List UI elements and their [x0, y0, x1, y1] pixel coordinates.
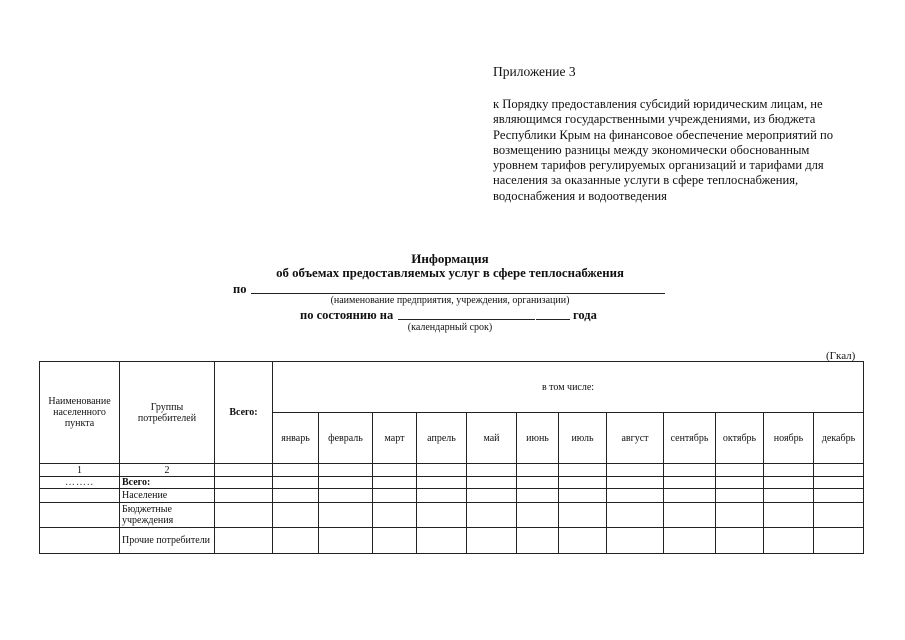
empty-cell — [559, 464, 607, 477]
header-total: Всего: — [215, 362, 273, 464]
empty-cell — [417, 489, 467, 503]
year-blank-line — [536, 319, 570, 320]
empty-cell — [814, 489, 864, 503]
empty-cell — [716, 464, 764, 477]
header-month: июль — [559, 413, 607, 464]
empty-cell — [273, 528, 319, 554]
organization-caption: (наименование предприятия, учреждения, организации) — [330, 295, 570, 306]
date-blank-line — [398, 319, 535, 320]
empty-cell — [814, 503, 864, 528]
table-row — [40, 489, 864, 503]
header-month: январь — [273, 413, 319, 464]
empty-cell — [319, 489, 373, 503]
index-row — [40, 464, 864, 477]
empty-cell — [467, 503, 517, 528]
appendix-title: Приложение 3 — [493, 64, 576, 79]
empty-cell — [373, 528, 417, 554]
empty-cell — [417, 477, 467, 489]
empty-cell — [319, 528, 373, 554]
header-settlement: Наименование населенного пункта — [40, 362, 120, 464]
header-month: август — [607, 413, 664, 464]
empty-cell — [517, 528, 559, 554]
empty-cell — [417, 464, 467, 477]
empty-cell — [607, 489, 664, 503]
empty-cell — [273, 503, 319, 528]
header-month: октябрь — [716, 413, 764, 464]
empty-cell — [607, 477, 664, 489]
empty-cell — [716, 528, 764, 554]
empty-cell — [273, 489, 319, 503]
year-label: года — [573, 308, 597, 322]
empty-cell — [764, 503, 814, 528]
table-row — [40, 503, 864, 528]
empty-cell — [664, 464, 716, 477]
appendix-reference-text: к Порядку предоставления субсидий юридическим лицам, не являющимся государственными учреждениями, из бюджета Республики Крым на финансовое обеспечение мероприятий по возмещению разницы между экономически обоснованным уровнем тарифов регулируемых организаций и тарифами для населения за оказанные услуги в сфере теплоснабжения, водоснабжения и водоотведения — [493, 97, 834, 203]
po-label: по — [233, 282, 247, 296]
empty-cell — [40, 489, 120, 503]
settlement-placeholder: …….. — [40, 477, 120, 489]
empty-cell — [716, 503, 764, 528]
empty-cell — [215, 528, 273, 554]
calendar-caption: (календарный срок) — [407, 322, 493, 333]
empty-cell — [559, 477, 607, 489]
empty-cell — [559, 489, 607, 503]
empty-cell — [814, 464, 864, 477]
empty-cell — [40, 528, 120, 554]
header-month: февраль — [319, 413, 373, 464]
empty-cell — [517, 464, 559, 477]
header-month: июнь — [517, 413, 559, 464]
group-label: Бюджетные учреждения — [120, 503, 215, 528]
empty-cell — [814, 477, 864, 489]
empty-cell — [716, 477, 764, 489]
empty-cell — [607, 464, 664, 477]
header-consumer-groups: Группы потребителей — [120, 362, 215, 464]
empty-cell — [517, 477, 559, 489]
empty-cell — [215, 489, 273, 503]
group-label: Население — [120, 489, 215, 503]
empty-cell — [664, 477, 716, 489]
empty-cell — [215, 503, 273, 528]
empty-cell — [814, 528, 864, 554]
unit-label: (Гкал) — [826, 350, 856, 362]
document-subtitle: об объемах предоставляемых услуг в сфере теплоснабжения — [276, 266, 624, 280]
table-row — [40, 477, 864, 489]
empty-cell — [319, 477, 373, 489]
empty-cell — [559, 503, 607, 528]
index-cell: 2 — [120, 464, 215, 477]
empty-cell — [467, 528, 517, 554]
empty-cell — [764, 528, 814, 554]
empty-cell — [517, 503, 559, 528]
empty-cell — [467, 489, 517, 503]
empty-cell — [664, 528, 716, 554]
empty-cell — [319, 503, 373, 528]
empty-cell — [417, 528, 467, 554]
empty-cell — [607, 528, 664, 554]
empty-cell — [467, 477, 517, 489]
empty-cell — [664, 489, 716, 503]
empty-cell — [417, 503, 467, 528]
header-month: ноябрь — [764, 413, 814, 464]
empty-cell — [559, 528, 607, 554]
empty-cell — [373, 503, 417, 528]
empty-cell — [467, 464, 517, 477]
empty-cell — [373, 489, 417, 503]
empty-cell — [373, 464, 417, 477]
empty-cell — [319, 464, 373, 477]
table-row — [40, 528, 864, 554]
header-month: апрель — [417, 413, 467, 464]
header-month: декабрь — [814, 413, 864, 464]
empty-cell — [273, 477, 319, 489]
report-table — [39, 361, 864, 554]
empty-cell — [215, 464, 273, 477]
empty-cell — [764, 489, 814, 503]
index-cell: 1 — [40, 464, 120, 477]
header-including: в том числе: — [273, 362, 864, 413]
empty-cell — [716, 489, 764, 503]
header-month: май — [467, 413, 517, 464]
empty-cell — [764, 464, 814, 477]
empty-cell — [373, 477, 417, 489]
empty-cell — [215, 477, 273, 489]
empty-cell — [664, 503, 716, 528]
group-label: Всего: — [120, 477, 215, 489]
empty-cell — [40, 503, 120, 528]
empty-cell — [764, 477, 814, 489]
header-month: март — [373, 413, 417, 464]
header-month: сентябрь — [664, 413, 716, 464]
empty-cell — [273, 464, 319, 477]
organization-name-line — [251, 293, 665, 294]
document-title: Информация — [411, 251, 489, 266]
state-date-label: по состоянию на — [300, 308, 394, 322]
empty-cell — [517, 489, 559, 503]
group-label: Прочие потребители — [120, 528, 215, 554]
empty-cell — [607, 503, 664, 528]
